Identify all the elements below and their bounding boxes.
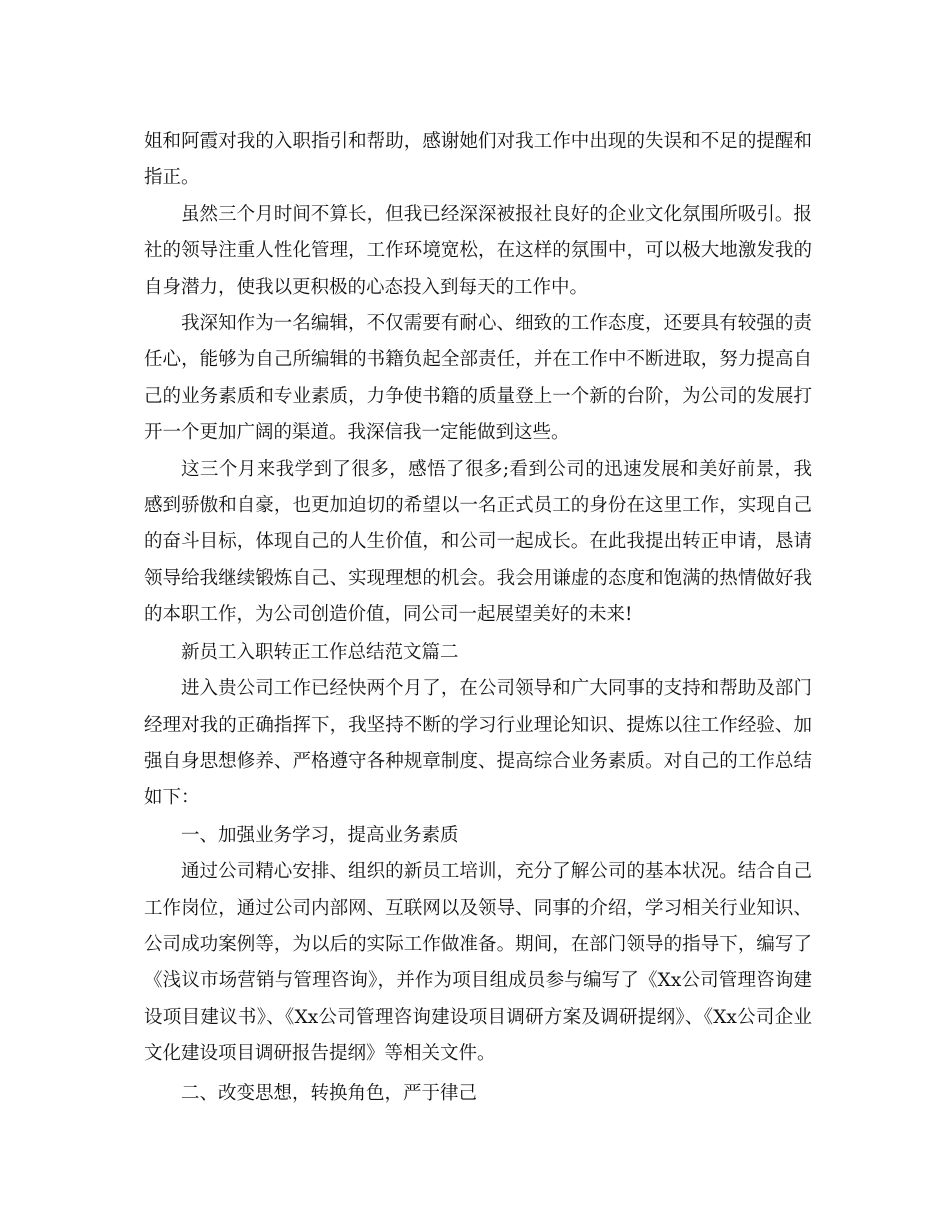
paragraph-continuation: 姐和阿霞对我的入职指引和帮助，感谢她们对我工作中出现的失误和不足的提醒和指正。 [144,131,812,189]
document-body [144,124,812,1112]
section-heading-one: 一、加强业务学习，提高业务素质 [181,824,459,846]
paragraph-application: 这三个月来我学到了很多，感悟了很多;看到公司的迅速发展和美好前景，我感到骄傲和自豪，也更加迫切的希望以一名正式员工的身份在这里工作，实现自己的奋斗目标，体现自己的人生价值，和公司一起成长。在此我提出转正申请，恳请领导给我继续锻炼自己、实现理想的机会。我会用谦虚的态度和饱满的热情做好我的本职工作，为公司创造价值，同公司一起展望美好的未来! [144,458,812,626]
paragraph-corporate-culture: 虽然三个月时间不算长，但我已经深深被报社良好的企业文化氛围所吸引。报社的领导注重人性化管理，工作环境宽松，在这样的氛围中，可以极大地激发我的自身潜力，使我以更积极的心态投入到每天的工作中。 [144,203,812,298]
section-title-part-two: 新员工入职转正工作总结范文篇二 [181,641,459,663]
paragraph-introduction: 进入贵公司工作已经快两个月了，在公司领导和广大同事的支持和帮助及部门经理对我的正确指挥下，我坚持不断的学习行业理论知识、提炼以往工作经验、加强自身思想修养、严格遵守各种规章制度、提高综合业务素质。对自己的工作总结如下： [144,678,812,809]
section-heading-two: 二、改变思想，转换角色，严于律己 [181,1082,478,1104]
paragraph-editor-responsibility: 我深知作为一名编辑，不仅需要有耐心、细致的工作态度，还要具有较强的责任心，能够为自己所编辑的书籍负起全部责任，并在工作中不断进取，努力提高自己的业务素质和专业素质，力争使书籍的质量登上一个新的台阶，为公司的发展打开一个更加广阔的渠道。我深信我一定能做到这些。 [144,313,812,444]
paragraph-business-learning: 通过公司精心安排、组织的新员工培训，充分了解公司的基本状况。结合自己工作岗位，通过公司内部网、互联网以及领导、同事的介绍，学习相关行业知识、公司成功案例等，为以后的实际工作做准备。期间，在部门领导的指导下，编写了《浅议市场营销与管理咨询》，并作为项目组成员参与编写了《Xx公司管理咨询建设项目建议书》、《Xx公司管理咨询建设项目调研方案及调研提纲》、《Xx公司企业文化建设项目调研报告提纲》等相关文件。 [144,861,812,1065]
